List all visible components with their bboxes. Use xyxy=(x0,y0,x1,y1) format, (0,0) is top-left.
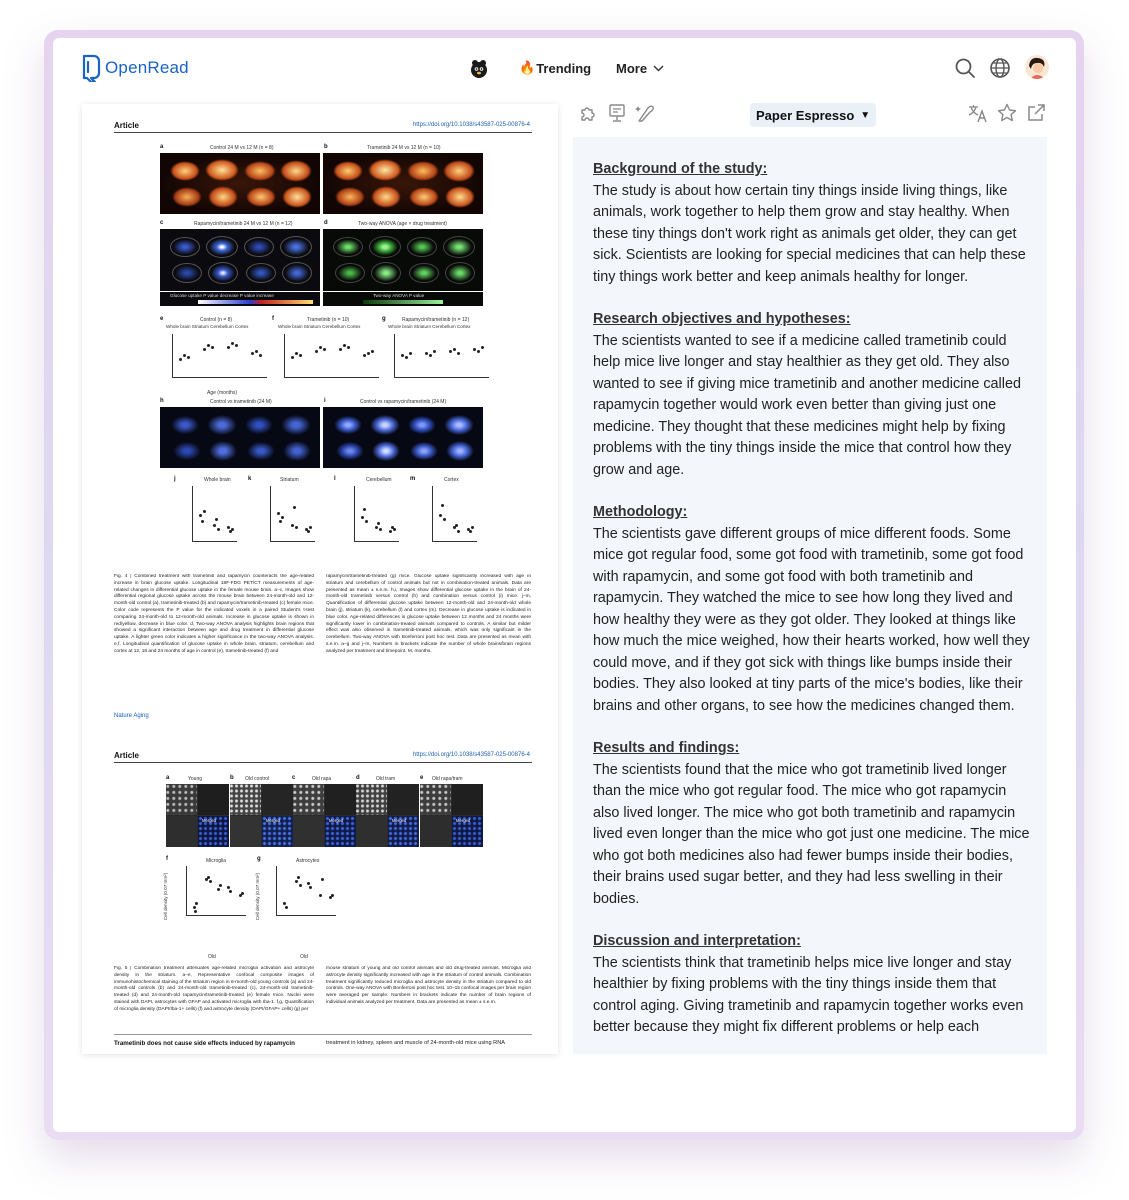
header-rule xyxy=(114,132,532,133)
panel-m-title: Cortex xyxy=(444,477,459,483)
panel-label-j: j xyxy=(174,476,176,482)
region-labels-e: Whole brain Striatum Cerebellum Cortex xyxy=(166,324,249,329)
pet-image-i xyxy=(323,407,483,468)
pet-image-b xyxy=(323,153,483,214)
logo[interactable] xyxy=(81,54,189,82)
nav-trending[interactable] xyxy=(519,60,591,76)
panel-g-title: Rapamycin/trametinib (n = 12) xyxy=(402,317,470,323)
star-icon[interactable] xyxy=(996,102,1018,124)
panel-j-title: Whole brain xyxy=(204,477,231,483)
search-icon[interactable] xyxy=(953,56,977,80)
document-page-1 xyxy=(82,104,558,724)
avatar-image xyxy=(1025,55,1049,79)
mascot-icon[interactable] xyxy=(468,58,490,80)
p2-label-a: a xyxy=(166,775,170,781)
y-label-microglia: Cell density (0.07 mm²) xyxy=(163,872,169,921)
summary-section-objectives xyxy=(593,309,1033,481)
mini-plot-l xyxy=(354,486,399,542)
p2-label-b: b xyxy=(230,775,234,781)
micrograph-a xyxy=(166,784,229,847)
document-viewer[interactable] xyxy=(82,104,558,1054)
mini-plot-astrocytes xyxy=(276,866,336,916)
model-select[interactable] xyxy=(750,103,876,127)
region-labels-f: Whole brain Striatum Cerebellum Cortex xyxy=(278,324,361,329)
figure-5-caption-right: mouse striatum of young and old control animals and old drug-treated animals. Microglia and astrocyte density significantly increased with age in the striatum of control animals. Combination treatment significantly reduced microglia and astrocyte density in the striatum compared to old controls. One-way ANOVA with Bonferroni post hoc test. 10–15 confocal images per brain region were averaged per sample. Numbers in brackets indicate the number of brain regions of individual animals analyzed per treatment. Data are presented as mean ± s.e.m. xyxy=(326,966,531,1005)
panel-l-title: Cerebellum xyxy=(366,477,392,483)
micrograph-e xyxy=(420,784,483,847)
astrocytes-title: Astrocytes xyxy=(296,858,320,864)
section-heading: Methodology: xyxy=(593,504,688,520)
panel-label-m: m xyxy=(410,476,416,482)
summary-section-discussion xyxy=(593,931,1033,1039)
translate-icon[interactable] xyxy=(967,102,989,124)
micrograph-c xyxy=(293,784,356,847)
panel-e-title: Control (n = 8) xyxy=(200,317,233,323)
nav-trending-label: Trending xyxy=(536,60,592,76)
mini-plot-k xyxy=(270,486,315,542)
mini-plot-microglia xyxy=(186,866,246,916)
caret-down-icon: ▼ xyxy=(860,109,871,121)
micro-label-old-rapa: Old rapa xyxy=(312,776,332,782)
panel-label-d: d xyxy=(324,220,328,226)
panel-label-b: b xyxy=(324,144,328,150)
app-window xyxy=(53,38,1076,1132)
section-heading: Discussion and interpretation: xyxy=(593,933,801,949)
page-gap xyxy=(82,734,558,744)
globe-icon[interactable] xyxy=(988,56,1012,80)
panel-d-title: Two-way ANOVA (age × drug treatment) xyxy=(358,221,447,227)
panel-label-e: e xyxy=(160,316,164,322)
y-label-astrocytes: Cell density (0.07 mm²) xyxy=(255,872,261,921)
header-rule-2 xyxy=(114,762,532,763)
micro-label-old-tram: Old tram xyxy=(376,776,396,782)
section-heading: Background of the study: xyxy=(593,161,768,177)
sparkle-pen-icon[interactable] xyxy=(634,102,656,124)
merged-label-c: Merged xyxy=(329,818,344,823)
merged-label-d: Merged xyxy=(392,818,407,823)
figure-5-caption-left: Fig. 5 | Combination treatment attenuates age-related microglia activation and astrocyte density in the striatum. a–e, Representative confocal composite images of immunohistochemical staining of the striatum region in 6-month-old young controls (a) and 24-month-old controls (b) and 24-month-old trametinib-treated (c), 24-month-old trametinib-treated (d) and 24-month-old rapamycin/trametinib-treated (e) female mice. Nuclei were stained with DAPI, astrocytes with GFAP and activated microglia with Iba-1. f,g, Quantification of microglia density (DAPI/Iba-1+ cells) (f) and astrocyte density (DAPI/GFAP+ cells) (g) per xyxy=(114,966,314,1012)
pet-image-d xyxy=(323,229,483,291)
panel-i-title: Control vs rapamycin/trametinib (24 M) xyxy=(360,399,447,405)
section-body: The scientists found that the mice who got trametinib lived longer than the mice who got regular food. The mice who got rapamycin also lived longer. The mice who got both trametinib and rapamycin lived even longer than the mice who got just one medicine. The mice who got both medicines also had fewer bumps inside their bodies, their brains used sugar better, and they had less swelling in their bodies. xyxy=(593,761,1030,907)
x-group-old-f: Old xyxy=(208,954,216,960)
summary-section-results xyxy=(593,738,1033,910)
p2-label-f: f xyxy=(166,856,168,862)
pet-image-c xyxy=(160,229,320,291)
page-header: Article xyxy=(114,121,139,130)
p2-label-d: d xyxy=(356,775,360,781)
section-body: The study is about how certain tiny things inside living things, like animals, work together to help them grow and stay healthy. When these tiny things don't work right as animals get older, they can get sick. Scientists are looking for special medicines that can help these tiny things work better and keep animals healthy for longer. xyxy=(593,182,1026,285)
slides-icon[interactable] xyxy=(606,102,628,124)
colorbar-d xyxy=(323,292,483,306)
colorbar-d-label: Two-way ANOVA P value xyxy=(373,293,425,298)
micrograph-b xyxy=(230,784,293,847)
p2-label-e: e xyxy=(420,775,424,781)
panel-h-title: Control vs trametinib (24 M) xyxy=(210,399,272,405)
doi-link-2[interactable]: https://doi.org/10.1038/s43587-025-00876-4 xyxy=(412,752,530,758)
figure-4-caption-left: Fig. 4 | Combined treatment with trametinib and rapamycin counteracts the age-related increase in brain glucose uptake. Longitudinal 18F-FDG PET/CT measurements of age-related changes in differential glucose uptake in the female mouse brain. a–c, Images show differential regional glucose uptake across the mouse brain between 24-month-old and 12-month-old control (a), trametinib-treated (b) and rapamycin/trametinib-treated (c) female mice. Color code represents the P value for the indicated voxels in a paired Student's t-test comparing 24-month-old to 12-month-old animals. Increase in glucose uptake is shown in red/yellow, decrease in blue color. d, Two-way ANOVA analysis highlights brain regions that showed a significant interaction between age and drug treatment in differential glucose uptake. A lighter green color indicates a higher significance in the two-way ANOVA analysis. e,f, Longitudinal quantification of glucose uptake in whole brain, striatum, cerebellum and cortex at 12, 18 and 24 months of age in control (e), trametinib-treated (f) and xyxy=(114,574,314,654)
figure-4-caption-right: rapamycin/trametinib-treated (g) mice. Glucose uptake significantly increased with age in striatum and cerebellum of control animals but not in combination-treated animals. Data are presented as mean ± s.e.m. h,i, Images show differential glucose uptake in the brain of 24-month-old trametinib versus control (h) and combination versus control (i) mice. j–m, Quantification of differential glucose uptake between 12-month-old and 24-month-old whole brain (j), striatum (k), cerebellum (l) and cortex (m). Decrease in glucose uptake is indicated in blue color. Age-related differences in glucose uptake between 12 months and 24 months were significantly lower in combination-treated animals compared to controls. A similar but milder effect was also observed in trametinib-treated animals, which was only significant in the cerebellum. Two-way ANOVA with Bonferroni post hoc test. Data are presented as mean with s.e.m. a–g and j–m, Numbers in brackets indicate the number of whole brains/brain regions analyzed per treatment and timepoint. M, months. xyxy=(326,574,531,654)
micro-label-old-control: Old control xyxy=(245,776,270,782)
section-heading-side-effects: Trametinib does not cause side effects induced by rapamycin xyxy=(114,1040,295,1047)
merged-label-b: Merged xyxy=(266,818,281,823)
puzzle-icon[interactable] xyxy=(578,102,600,124)
pet-image-h xyxy=(160,407,320,468)
panel-f-title: Trametinib (n = 10) xyxy=(307,317,350,323)
panel-label-f: f xyxy=(272,316,274,322)
colorbar-c xyxy=(160,292,320,306)
panel-label-c: c xyxy=(160,220,164,226)
panel-label-a: a xyxy=(160,144,164,150)
logo-icon xyxy=(81,54,101,82)
micrograph-d xyxy=(356,784,419,847)
document-page-2 xyxy=(82,744,558,1054)
mini-plot-f xyxy=(284,334,379,378)
panel-label-i: i xyxy=(324,398,326,404)
x-axis-age-label: Age (months) xyxy=(207,390,238,396)
panel-a-title: Control 24 M vs 12 M (n = 8) xyxy=(210,145,274,151)
panel-b-title: Trametinib 24 M vs 12 M (n = 10) xyxy=(367,145,441,151)
x-group-old-g: Old xyxy=(300,954,308,960)
section-heading: Results and findings: xyxy=(593,740,740,756)
user-avatar[interactable] xyxy=(1025,55,1049,79)
panel-label-g: g xyxy=(382,316,386,322)
panel-label-l: l xyxy=(334,476,336,482)
mini-plot-j xyxy=(192,486,237,542)
micro-label-young: Young xyxy=(188,776,202,782)
panel-c-title: Rapamycin/trametinib 24 M vs 12 M (n = 12) xyxy=(194,221,293,227)
page2-right-text: treatment in kidney, spleen and muscle of 24-month-old mice using RNA xyxy=(326,1040,505,1046)
section-rule xyxy=(114,1034,532,1035)
summary-section-background xyxy=(593,159,1033,288)
section-body: The scientists wanted to see if a medicine called trametinib could help mice live longer and stay healthier as they get old. They also wanted to see if giving mice trametinib and another medicine called rapamycin together would work even better than giving just one medicine. They thought that these medicines might help by fixing problems with the tiny things inside the mice that control how they grow and age. xyxy=(593,332,1021,478)
mini-plot-m xyxy=(432,486,477,542)
summary-section-methodology xyxy=(593,502,1033,717)
micro-label-old-rapa-tram: Old rapa/tram xyxy=(432,776,463,782)
nav-more[interactable] xyxy=(616,61,664,76)
merged-label-e: Merged xyxy=(456,818,471,823)
section-body: The scientists gave different groups of mice different foods. Some mice got regular food, some got food with trametinib, some got food with rapamycin, and some got food with both trametinib and rapamycin. They watched the mice to see how long they lived and how healthy they were as they got older. They looked at things like how much the mice weighed, how their hearts worked, how well they could move, and if they got sick with things like bumps inside their bodies. They also looked at tiny parts of the mice's bodies, like their brains and other organs, to see how the medicines changed them. xyxy=(593,525,1030,714)
journal-footer[interactable]: Nature Aging xyxy=(114,713,149,719)
section-body: The scientists think that trametinib helps mice live longer and stay healthier by fixing problems with the tiny things inside them that control aging. Giving trametinib and rapamycin together works even better because they might fix different problems or help each xyxy=(593,954,1024,1035)
doi-link[interactable]: https://doi.org/10.1038/s43587-025-00876-4 xyxy=(412,122,530,128)
model-select-value: Paper Espresso xyxy=(756,107,855,123)
panel-label-k: k xyxy=(248,476,252,482)
section-heading: Research objectives and hypotheses: xyxy=(593,311,851,327)
merged-label-a: Merged xyxy=(202,818,217,823)
nav-more-label: More xyxy=(616,61,648,76)
mini-plot-e xyxy=(172,334,267,378)
chevron-down-icon xyxy=(653,65,664,72)
microglia-title: Microglia xyxy=(206,858,227,864)
p2-label-g: g xyxy=(257,856,261,862)
fire-icon: 🔥 xyxy=(519,60,536,75)
panel-label-h: h xyxy=(160,398,164,404)
external-link-icon[interactable] xyxy=(1025,102,1047,124)
pet-image-a xyxy=(160,153,320,214)
top-nav xyxy=(53,38,1076,102)
colorbar-c-label: Glucose uptake P value decrease P value increase xyxy=(170,293,274,298)
panel-k-title: Striatum xyxy=(280,477,299,483)
p2-label-c: c xyxy=(292,775,296,781)
page-header-2: Article xyxy=(114,751,139,760)
summary-content xyxy=(593,159,1033,1054)
logo-text: OpenRead xyxy=(105,58,189,77)
region-labels-g: Whole brain Striatum Cerebellum Cortex xyxy=(388,324,471,329)
mini-plot-g xyxy=(394,334,489,378)
summary-panel[interactable] xyxy=(573,137,1047,1054)
